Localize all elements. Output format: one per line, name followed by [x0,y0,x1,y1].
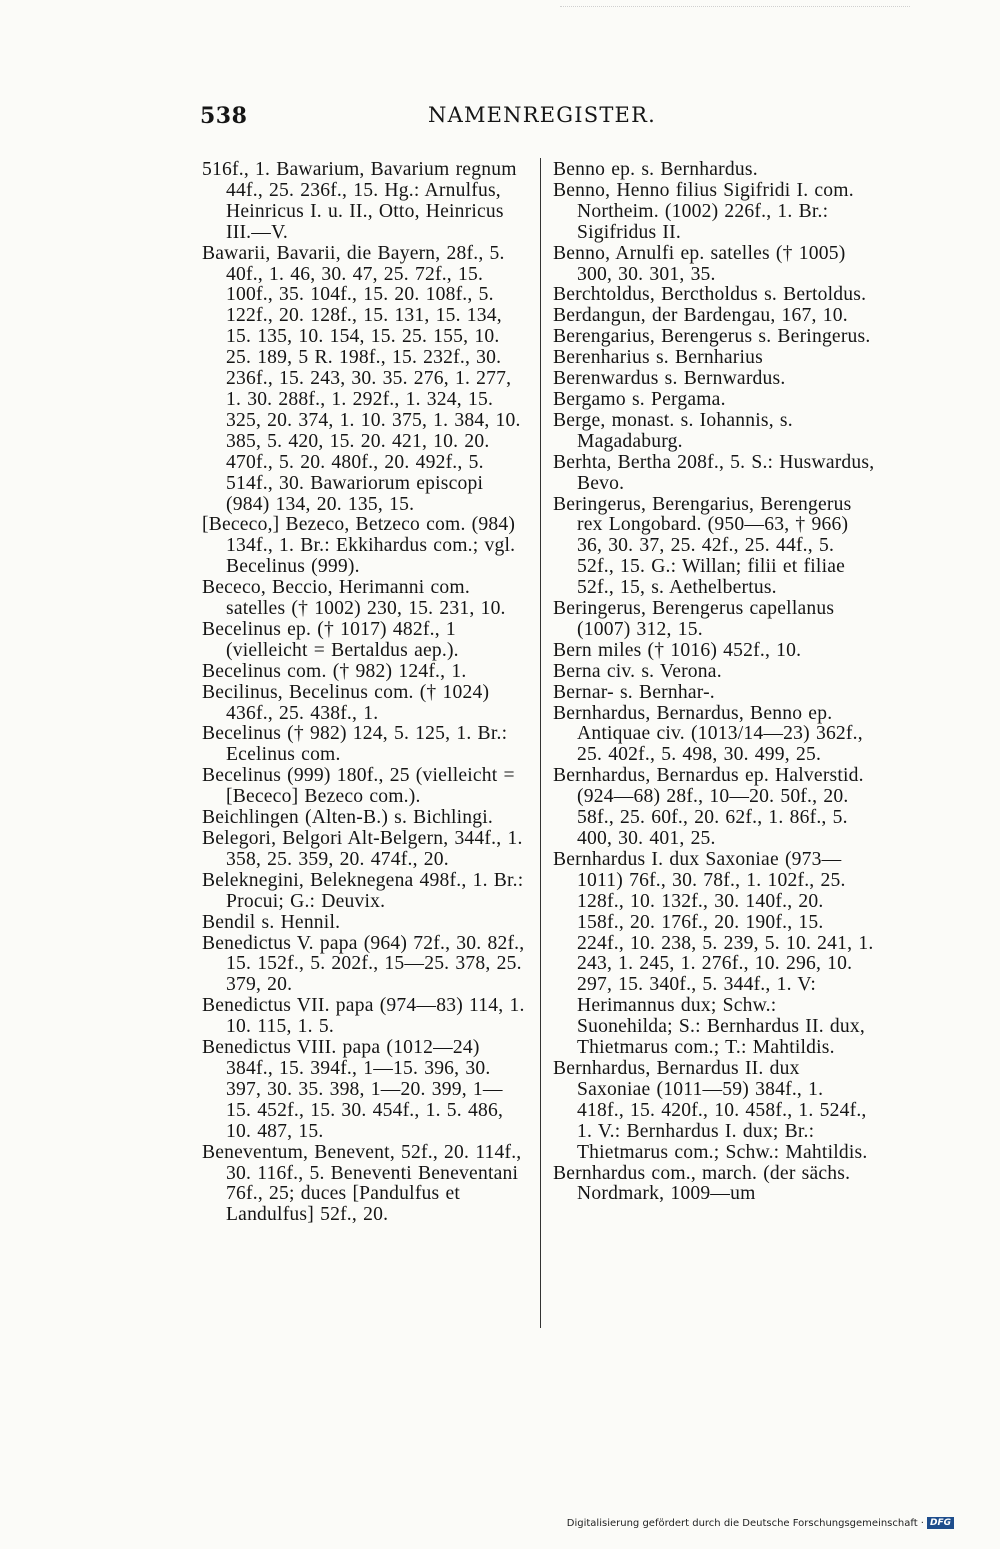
index-entry: Becilinus, Becelinus com. († 1024) 436f., 25. 438f., 1. [202,681,490,724]
index-entry: Berengarius, Berengerus s. Beringerus. [553,326,871,348]
index-entry: Bendil s. Hennil. [202,911,341,933]
index-entry: Berge, monast. s. Iohannis, s. Magadaburg. [553,409,793,452]
page-number: 538 [200,103,248,129]
page-header [200,103,875,133]
index-entry: [Bececo,] Bezeco, Betzeco com. (984) 134f., 1. Br.: Ekkihardus com.; vgl. Becelinus (999). [202,514,516,578]
scan-edge-line [560,6,910,7]
index-entry: Berna civ. s. Verona. [553,660,722,682]
index-entry: Bergamo s. Pergama. [553,388,726,410]
index-entry: Becelinus ep. († 1017) 482f., 1 (vielleicht = Bertaldus aep.). [202,618,459,661]
index-entry: Beleknegini, Beleknegena 498f., 1. Br.: Procui; G.: Deuvix. [202,869,524,912]
index-entry: Bernhardus I. dux Saxoniae (973—1011) 76f., 30. 78f., 1. 102f., 25. 128f., 10. 132f., 30. 140f., 20. 158f., 20. 176f., 20. 190f., 15. 224f., 10. 238, 5. 239, 5. 10. 241, 1. 243, 1. 245, 1. 276f., 10. 296, 10. 297, 15. 340f., 5. 344f., 1. V: Herimannus dux; Schw.: Suonehilda; S.: Bernhardus II. dux, Thietmarus com.; T.: Mahtildis. [553,848,874,1059]
index-entry: Beringerus, Berengerus capellanus (1007) 312, 15. [553,598,835,640]
footer-credit: Digitalisierung gefördert durch die Deutsche Forschungsgemeinschaft · [566,1517,924,1529]
column-divider [540,158,541,1328]
index-entry: Berenwardus s. Bernwardus. [553,368,786,390]
index-entry: Bernhardus, Bernardus, Benno ep. Antiquae civ. (1013/14—23) 362f., 25. 402f., 5. 498, 30. 499, 25. [553,702,863,766]
index-entry: Benedictus VIII. papa (1012—24) 384f., 15. 394f., 1—15. 396, 30. 397, 30. 35. 398, 1—20. 399, 1—15. 452f., 15. 30. 454f., 1. 5. 486, 10. 487, 15. [202,1037,504,1142]
index-entry: Bernhardus com., march. (der sächs. Nordmark, 1009—um [553,1162,851,1205]
index-entry: Becelinus com. († 982) 124f., 1. [202,660,467,682]
index-entry: Benno, Henno filius Sigifridi I. com. Northeim. (1002) 226f., 1. Br.: Sigifridus II. [553,179,854,243]
index-entry: Berenharius s. Bernharius [553,347,763,369]
index-entry: Bernhardus, Bernardus II. dux Saxoniae (1011—59) 384f., 1. 418f., 15. 420f., 10. 458f., 1. 524f., 1. V.: Bernhardus I. dux; Br.: Thietmarus com.; Schw.: Mahtildis. [553,1057,868,1163]
digitization-footer [567,1517,954,1529]
index-entry: Benno ep. s. Bernhardus. [553,159,758,180]
index-entry: Berchtoldus, Berctholdus s. Bertoldus. [553,284,867,306]
left-column [202,160,527,1226]
dfg-logo: DFG [927,1517,954,1529]
index-entry: Becelinus († 982) 124, 5. 125, 1. Br.: Ecelinus com. [202,723,508,766]
index-entry: Benno, Arnulfi ep. satelles († 1005) 300, 30. 301, 35. [553,242,846,285]
index-entry: Bernar- s. Bernhar-. [553,681,715,703]
index-entry: Benedictus V. papa (964) 72f., 30. 82f., 15. 152f., 5. 202f., 15—25. 378, 25. 379, 20. [202,932,525,996]
index-entry: Becelinus (999) 180f., 25 (vielleicht = [Bececo] Bezeco com.). [202,765,515,808]
index-entry: Bececo, Beccio, Herimanni com. satelles († 1002) 230, 15. 231, 10. [202,577,506,620]
index-entry: Berhta, Bertha 208f., 5. S.: Huswardus, Bevo. [553,451,875,494]
index-entry: Beneventum, Benevent, 52f., 20. 114f., 30. 116f., 5. Beneventi Beneventani 76f., 25; duces [Pandulfus et Landulfus] 52f., 20. [202,1141,522,1226]
index-entry: Beringerus, Berengarius, Berengerus rex Longobard. (950—63, † 966) 36, 30. 37, 25. 42f., 25. 44f., 5. 52f., 15. G.: Willan; filii et filiae 52f., 15, s. Aethelbertus. [553,493,852,599]
index-entry: Benedictus VII. papa (974—83) 114, 1. 10. 115, 1. 5. [202,995,525,1038]
page-title: NAMENREGISTER. [428,103,656,127]
index-entry: Beichlingen (Alten-B.) s. Bichlingi. [202,807,493,829]
index-entry: Bern miles († 1016) 452f., 10. [553,639,802,661]
index-entry: Berdangun, der Bardengau, 167, 10. [553,305,848,327]
index-entry: Belegori, Belgori Alt-Belgern, 344f., 1. 358, 25. 359, 20. 474f., 20. [202,828,523,870]
index-entry: Bernhardus, Bernardus ep. Halverstid. (924—68) 28f., 10—20. 50f., 20. 58f., 25. 60f., 20. 62f., 1. 86f., 5. 400, 30. 401, 25. [553,765,864,849]
right-column [553,160,876,1205]
index-entry: Bawarii, Bavarii, die Bayern, 28f., 5. 40f., 1. 46, 30. 47, 25. 72f., 15. 100f., 35. 104f., 15. 20. 108f., 5. 122f., 20. 128f., 15. 131, 15. 134, 15. 135, 10. 154, 15. 25. 155, 10. 25. 189, 5 R. 198f., 15. 232f., 30. 236f., 15. 243, 30. 35. 276, 1. 277, 1. 30. 288f., 1. 292f., 1. 324, 15. 325, 20. 374, 1. 10. 375, 1. 384, 10. 385, 5. 420, 15. 20. 421, 10. 20. 470f., 5. 20. 480f., 20. 492f., 5. 514f., 30. Bawariorum episcopi (984) 134, 20. 135, 15. [202,242,521,515]
index-entry: 516f., 1. Bawarium, Bavarium regnum 44f., 25. 236f., 15. Hg.: Arnulfus, Heinricus I. u. II., Otto, Heinricus III.—V. [202,159,517,243]
